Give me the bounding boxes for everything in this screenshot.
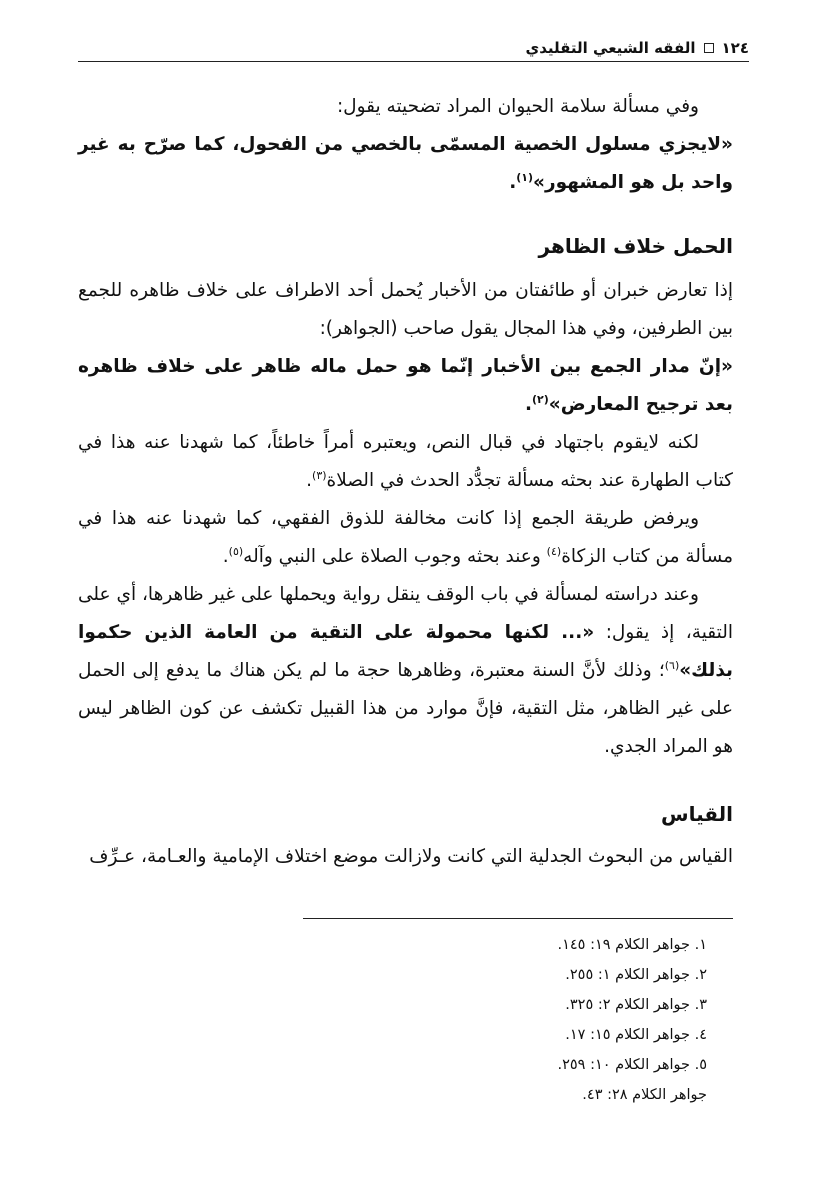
quote-1-end: . — [509, 172, 517, 193]
footnote: جواهر الكلام ٢٨: ٤٣. — [582, 1087, 707, 1103]
book-title: الفقه الشيعي التقليدي — [525, 39, 696, 57]
footnote: ٣. جواهر الكلام ٢: ٣٢٥. — [565, 997, 707, 1013]
paragraph-6: القياس من البحوث الجدلية التي كانت ولازالت موضع اختلاف الإمامية والعـامة، عـرِّف — [89, 846, 733, 867]
main-text — [78, 88, 733, 876]
paragraph-4-text-a: ويرفض طريقة الجمع إذا كانت مخالفة للذوق الفقهي، كما شهدنا عنه هذا في مسألة من كتاب الزكاة — [78, 508, 733, 567]
footnotes-list — [307, 930, 707, 1110]
footnote-ref-6: (٦) — [664, 658, 680, 672]
page-number: ١٢٤ — [721, 39, 749, 57]
paragraph-5-text-b: ؛ وذلك لأنَّ السنة معتبرة، وظاهرها حجة ما لم يكن هناك ما يدفع إلى الحمل على غير الظاهر، مثل التقية، فإنَّ موارد من هذا القبيل تكشف عن كون الظاهر ليس هو المراد الجدي. — [78, 660, 733, 757]
paragraph-3 — [78, 424, 733, 500]
section-heading-1: الحمل خلاف الظاهر — [538, 234, 733, 258]
quote-2-text: «إنّ مدار الجمع بين الأخبار إنّما هو حمل ماله ظاهر على خلاف ظاهره بعد ترجيح المعارض» — [78, 356, 733, 415]
quote-2-end: . — [524, 394, 533, 415]
running-header — [78, 27, 749, 62]
quote-1 — [78, 126, 733, 202]
paragraph-5-quote: «... لكنها محمولة على التقية من العامة الذين حكموا بذلك» — [78, 622, 733, 681]
footnote: ٤. جواهر الكلام ١٥: ١٧. — [565, 1027, 707, 1043]
footnote-separator — [303, 918, 733, 919]
quote-1-text: «لايجزي مسلول الخصية المسمّى بالخصي من الفحول، كما صرّح به غير واحد بل هو المشهور» — [78, 134, 733, 193]
paragraph-2: إذا تعارض خبران أو طائفتان من الأخبار يُحمل أحد الاطراف على خلاف ظاهره للجمع بين الطرفين، وفي هذا المجال يقول صاحب (الجواهر): — [78, 280, 733, 339]
footnote-ref-2: (٢) — [532, 392, 549, 406]
square-ornament-icon — [704, 43, 714, 53]
footnote-ref-3: (٣) — [312, 468, 327, 482]
footnote: ٥. جواهر الكلام ١٠: ٢٥٩. — [557, 1057, 707, 1073]
footnote-ref-5: (٥) — [228, 544, 244, 558]
paragraph-4-text-b: وعند بحثه وجوب الصلاة على النبي وآله — [243, 546, 547, 567]
footnote-ref-1: (١) — [516, 170, 533, 184]
paragraph-3-text: لكنه لايقوم باجتهاد في قبال النص، ويعتبره أمراً خاطئاً، كما شهدنا عنه هذا في كتاب الطهارة عند بحثه مسألة تجدُّد الحدث في الصلاة — [78, 432, 733, 491]
section-heading-2: القياس — [660, 802, 733, 826]
paragraph-4-end: . — [222, 546, 229, 567]
footnote: ١. جواهر الكلام ١٩: ١٤٥. — [557, 937, 707, 953]
footnote: ٢. جواهر الكلام ١: ٢٥٥. — [565, 967, 707, 983]
paragraph-intro: وفي مسألة سلامة الحيوان المراد تضحيته يقول: — [336, 96, 699, 117]
paragraph-4 — [78, 500, 733, 576]
paragraph-5-text-a: وعند دراسته لمسألة في باب الوقف ينقل رواية ويحملها على غير ظاهرها، أي على التقية، إذ يقول: — [78, 584, 733, 643]
paragraph-3-end: . — [306, 470, 313, 491]
quote-2 — [78, 348, 733, 424]
footnote-ref-4: (٤) — [546, 544, 562, 558]
paragraph-5 — [78, 576, 733, 766]
